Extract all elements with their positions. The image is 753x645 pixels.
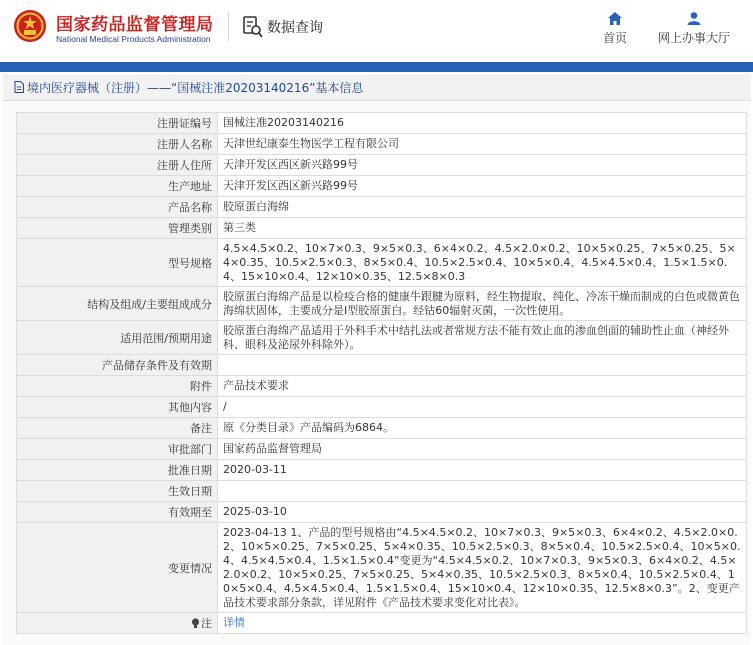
table-row [17,502,747,523]
row-label: 管理类别 [17,218,218,239]
row-label: 注册人住所 [17,155,218,176]
table-row [17,197,747,218]
table-row [17,321,747,355]
row-value: 第三类 [218,218,747,239]
data-query-icon [243,16,263,38]
nav-online-office[interactable] [658,12,730,46]
row-label: 注册证编号 [17,113,218,134]
row-label: 注册人名称 [17,134,218,155]
row-value: 天津世纪康泰生物医学工程有限公司 [218,134,747,155]
table-row [17,523,747,613]
note-value-cell [218,613,747,634]
row-label: 附件 [17,376,218,397]
breadcrumb-text: 境内医疗器械（注册）——“国械注准20203140216”基本信息 [27,80,364,95]
brand-name-en: National Medical Products Administration [56,34,211,44]
breadcrumb [3,74,751,101]
row-label: 生效日期 [17,481,218,502]
table-row [17,355,747,376]
row-label: 审批部门 [17,439,218,460]
table-row [17,218,747,239]
row-label: 其他内容 [17,397,218,418]
table-row [17,397,747,418]
header-band [0,62,753,72]
table-row [17,287,747,321]
row-value: 2020-03-11 [218,460,747,481]
row-value [218,355,747,376]
document-icon [14,81,24,93]
row-label: 变更情况 [17,523,218,613]
row-value: 胶原蛋白海绵产品是以检疫合格的健康牛跟腱为原料，经生物提取、纯化、冷冻干燥而制成的白色或微黄色海绵状固体，主要成分是Ⅰ型胶原蛋白。经钴60辐射灭菌，一次性使用。 [218,287,747,321]
nav-office-label: 网上办事大厅 [658,31,731,45]
table-row [17,176,747,197]
emblem-logo[interactable] [13,9,47,43]
table-row [17,613,747,634]
table-row [17,155,747,176]
row-label: 型号规格 [17,239,218,287]
row-value: 国家药品监督管理局 [218,439,747,460]
user-icon [687,12,701,25]
row-label: 产品名称 [17,197,218,218]
table-row [17,481,747,502]
table-row [17,418,747,439]
details-link[interactable]: 详情 [223,616,245,629]
row-label: 有效期至 [17,502,218,523]
row-value [218,481,747,502]
row-value: 胶原蛋白海绵产品适用于外科手术中结扎法或者常规方法不能有效止血的渗血创面的辅助性止血（神经外科、眼科及泌尿外科除外）。 [218,321,747,355]
home-icon [608,12,622,25]
row-label: 适用范围/预期用途 [17,321,218,355]
row-value: 2025-03-10 [218,502,747,523]
row-label: 结构及组成/主要组成成分 [17,287,218,321]
attachment-value: 产品技术要求 [218,376,747,397]
row-value: 原《分类目录》产品编码为6864。 [218,418,747,439]
row-label: 产品储存条件及有效期 [17,355,218,376]
site-header [0,0,753,62]
table-row [17,239,747,287]
table-row [17,460,747,481]
row-value: 天津开发区西区新兴路99号 [218,176,747,197]
note-label: 注 [201,617,212,630]
row-label: 生产地址 [17,176,218,197]
row-value: 胶原蛋白海绵 [218,197,747,218]
bulb-icon [191,618,200,629]
nav-home-label: 首页 [603,31,628,45]
note-label-cell [17,613,218,634]
data-query-link[interactable] [243,16,323,38]
detail-panel [3,101,751,645]
row-value: / [218,397,747,418]
nav-home[interactable] [603,12,627,46]
row-value: 4.5×4.5×0.2、10×7×0.3、9×5×0.3、6×4×0.2、4.5×2.0×0.2、10×5×0.25、7×5×0.25、5×4×0.35、10.5×2.5×0.3、8×5×0.4、10.5×2.5×0.4、10×5×0.4、4.5×4.5×0.4、1.5×1.5×0.4、15×10×0.4、12×10×0.35、12.5×8×0.3 [218,239,747,287]
row-value: 国械注准20203140216 [218,113,747,134]
table-row [17,134,747,155]
table-row [17,113,747,134]
row-label: 批准日期 [17,460,218,481]
brand-name[interactable]: 国家药品监督管理局 [56,15,214,35]
data-query-label: 数据查询 [267,20,323,36]
header-divider [228,12,229,42]
table-row [17,376,747,397]
row-label: 备注 [17,418,218,439]
detail-table [16,112,747,634]
table-row [17,439,747,460]
row-value: 天津开发区西区新兴路99号 [218,155,747,176]
row-value: 2023-04-13 1、产品的型号规格由“4.5×4.5×0.2、10×7×0.3、9×5×0.3、6×4×0.2、4.5×2.0×0.2、10×5×0.25、7×5×0.25、5×4×0.35、10.5×2.5×0.3、8×5×0.4、10.5×2.5×0.4、10×5×0.4、4.5×4.5×0.4、1.5×1.5×0.4”变更为“4.5×4.5×0.2、10×7×0.3、9×5×0.3、6×4×0.2、4.5×2.0×0.2、10×5×0.25、7×5×0.25、5×4×0.35、10.5×2.5×0.3、8×5×0.4、10.5×2.5×0.4、10×5×0.4、4.5×4.5×0.4、1.5×1.5×0.4、15×10×0.4、12×10×0.35、12.5×8×0.3”。2、变更产品技术要求部分条款，详见附件《产品技术要求变化对比表》。 [218,523,747,613]
